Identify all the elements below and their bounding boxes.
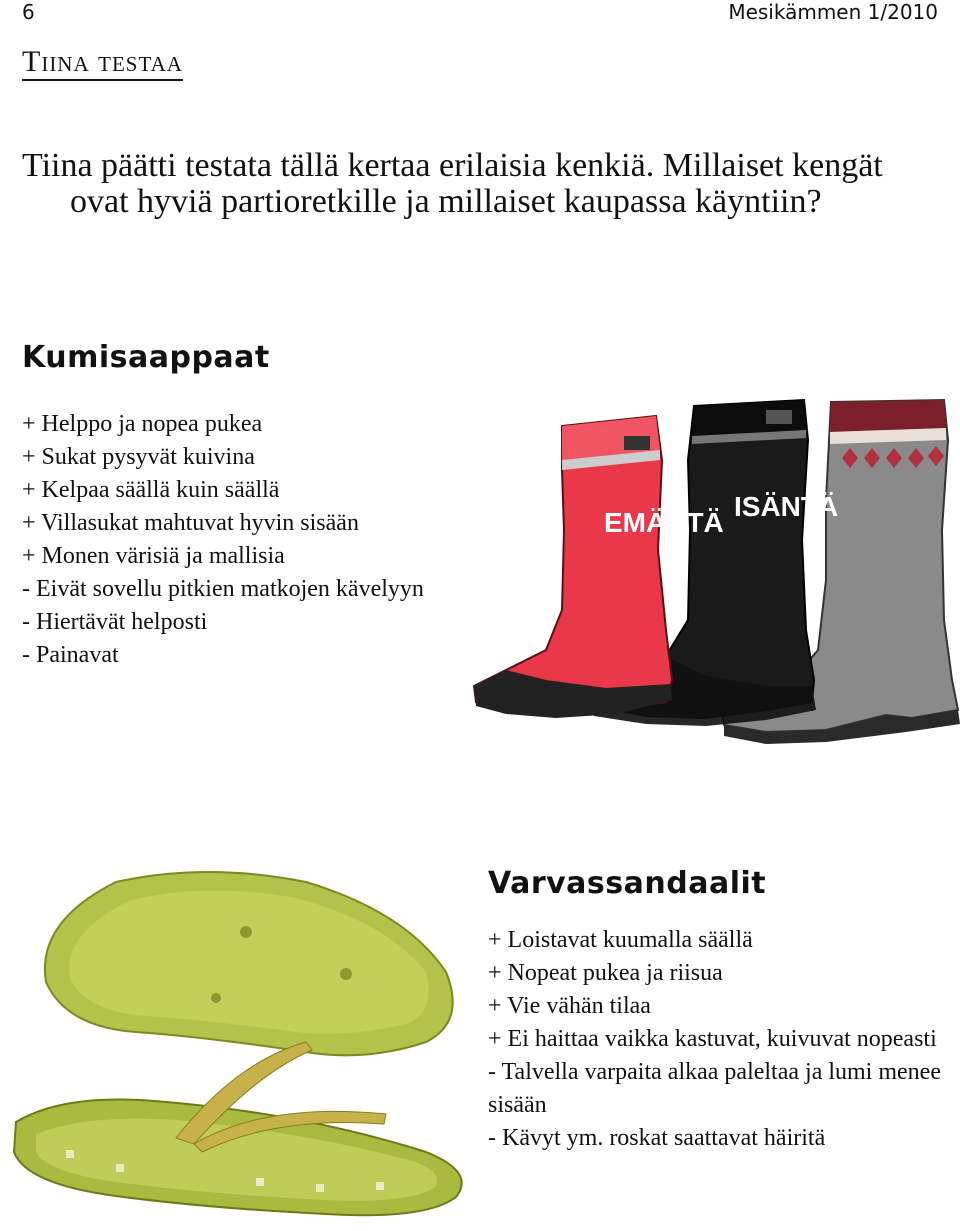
flip-flop-back (45, 872, 453, 1055)
sandals-heading: Varvassandaalit (488, 866, 767, 901)
list-item: - Eivät sovellu pitkien matkojen kävelyyn (22, 576, 424, 602)
intro-text (22, 148, 952, 220)
list-item: - Hiertävät helposti (22, 609, 208, 635)
list-item: + Ei haittaa vaikka kastuvat, kuivuvat nopeasti (488, 1026, 937, 1052)
page-number: 6 (22, 0, 35, 24)
list-item: + Villasukat mahtuvat hyvin sisään (22, 510, 359, 536)
intro-line-1: Tiina päätti testata tällä kertaa erilaisia kenkiä. Millaiset kengät (22, 147, 883, 184)
magazine-issue: Mesikämmen 1/2010 (728, 0, 938, 24)
list-item: - Talvella varpaita alkaa paleltaa ja lumi menee sisään (488, 1059, 941, 1118)
list-item: - Kävyt ym. roskat saattavat häiritä (488, 1125, 826, 1151)
flip-flop-front (14, 1042, 462, 1215)
boots-heading: Kumisaappaat (22, 340, 270, 375)
list-item: + Loistavat kuumalla säällä (488, 927, 753, 953)
list-item: + Kelpaa säällä kuin säällä (22, 477, 280, 503)
rubber-boots-image (466, 380, 960, 750)
list-item: + Vie vähän tilaa (488, 993, 651, 1019)
isanta-label: ISÄNTÄ (734, 491, 839, 522)
boots-list (22, 408, 424, 672)
intro-line-2: ovat hyviä partioretkille ja millaiset kaupassa käyntiin? (70, 183, 822, 220)
list-item: + Monen värisiä ja mallisia (22, 543, 285, 569)
list-item: + Nopeat pukea ja riisua (488, 960, 723, 986)
flip-flops-image (6, 852, 476, 1224)
list-item: + Sukat pysyvät kuivina (22, 444, 255, 470)
list-item: - Painavat (22, 642, 119, 668)
emanta-label: EMÄNTÄ (604, 507, 724, 538)
sandals-list (488, 924, 958, 1155)
list-item: + Helppo ja nopea pukea (22, 411, 263, 437)
column-title: Tiina testaa (22, 46, 183, 81)
